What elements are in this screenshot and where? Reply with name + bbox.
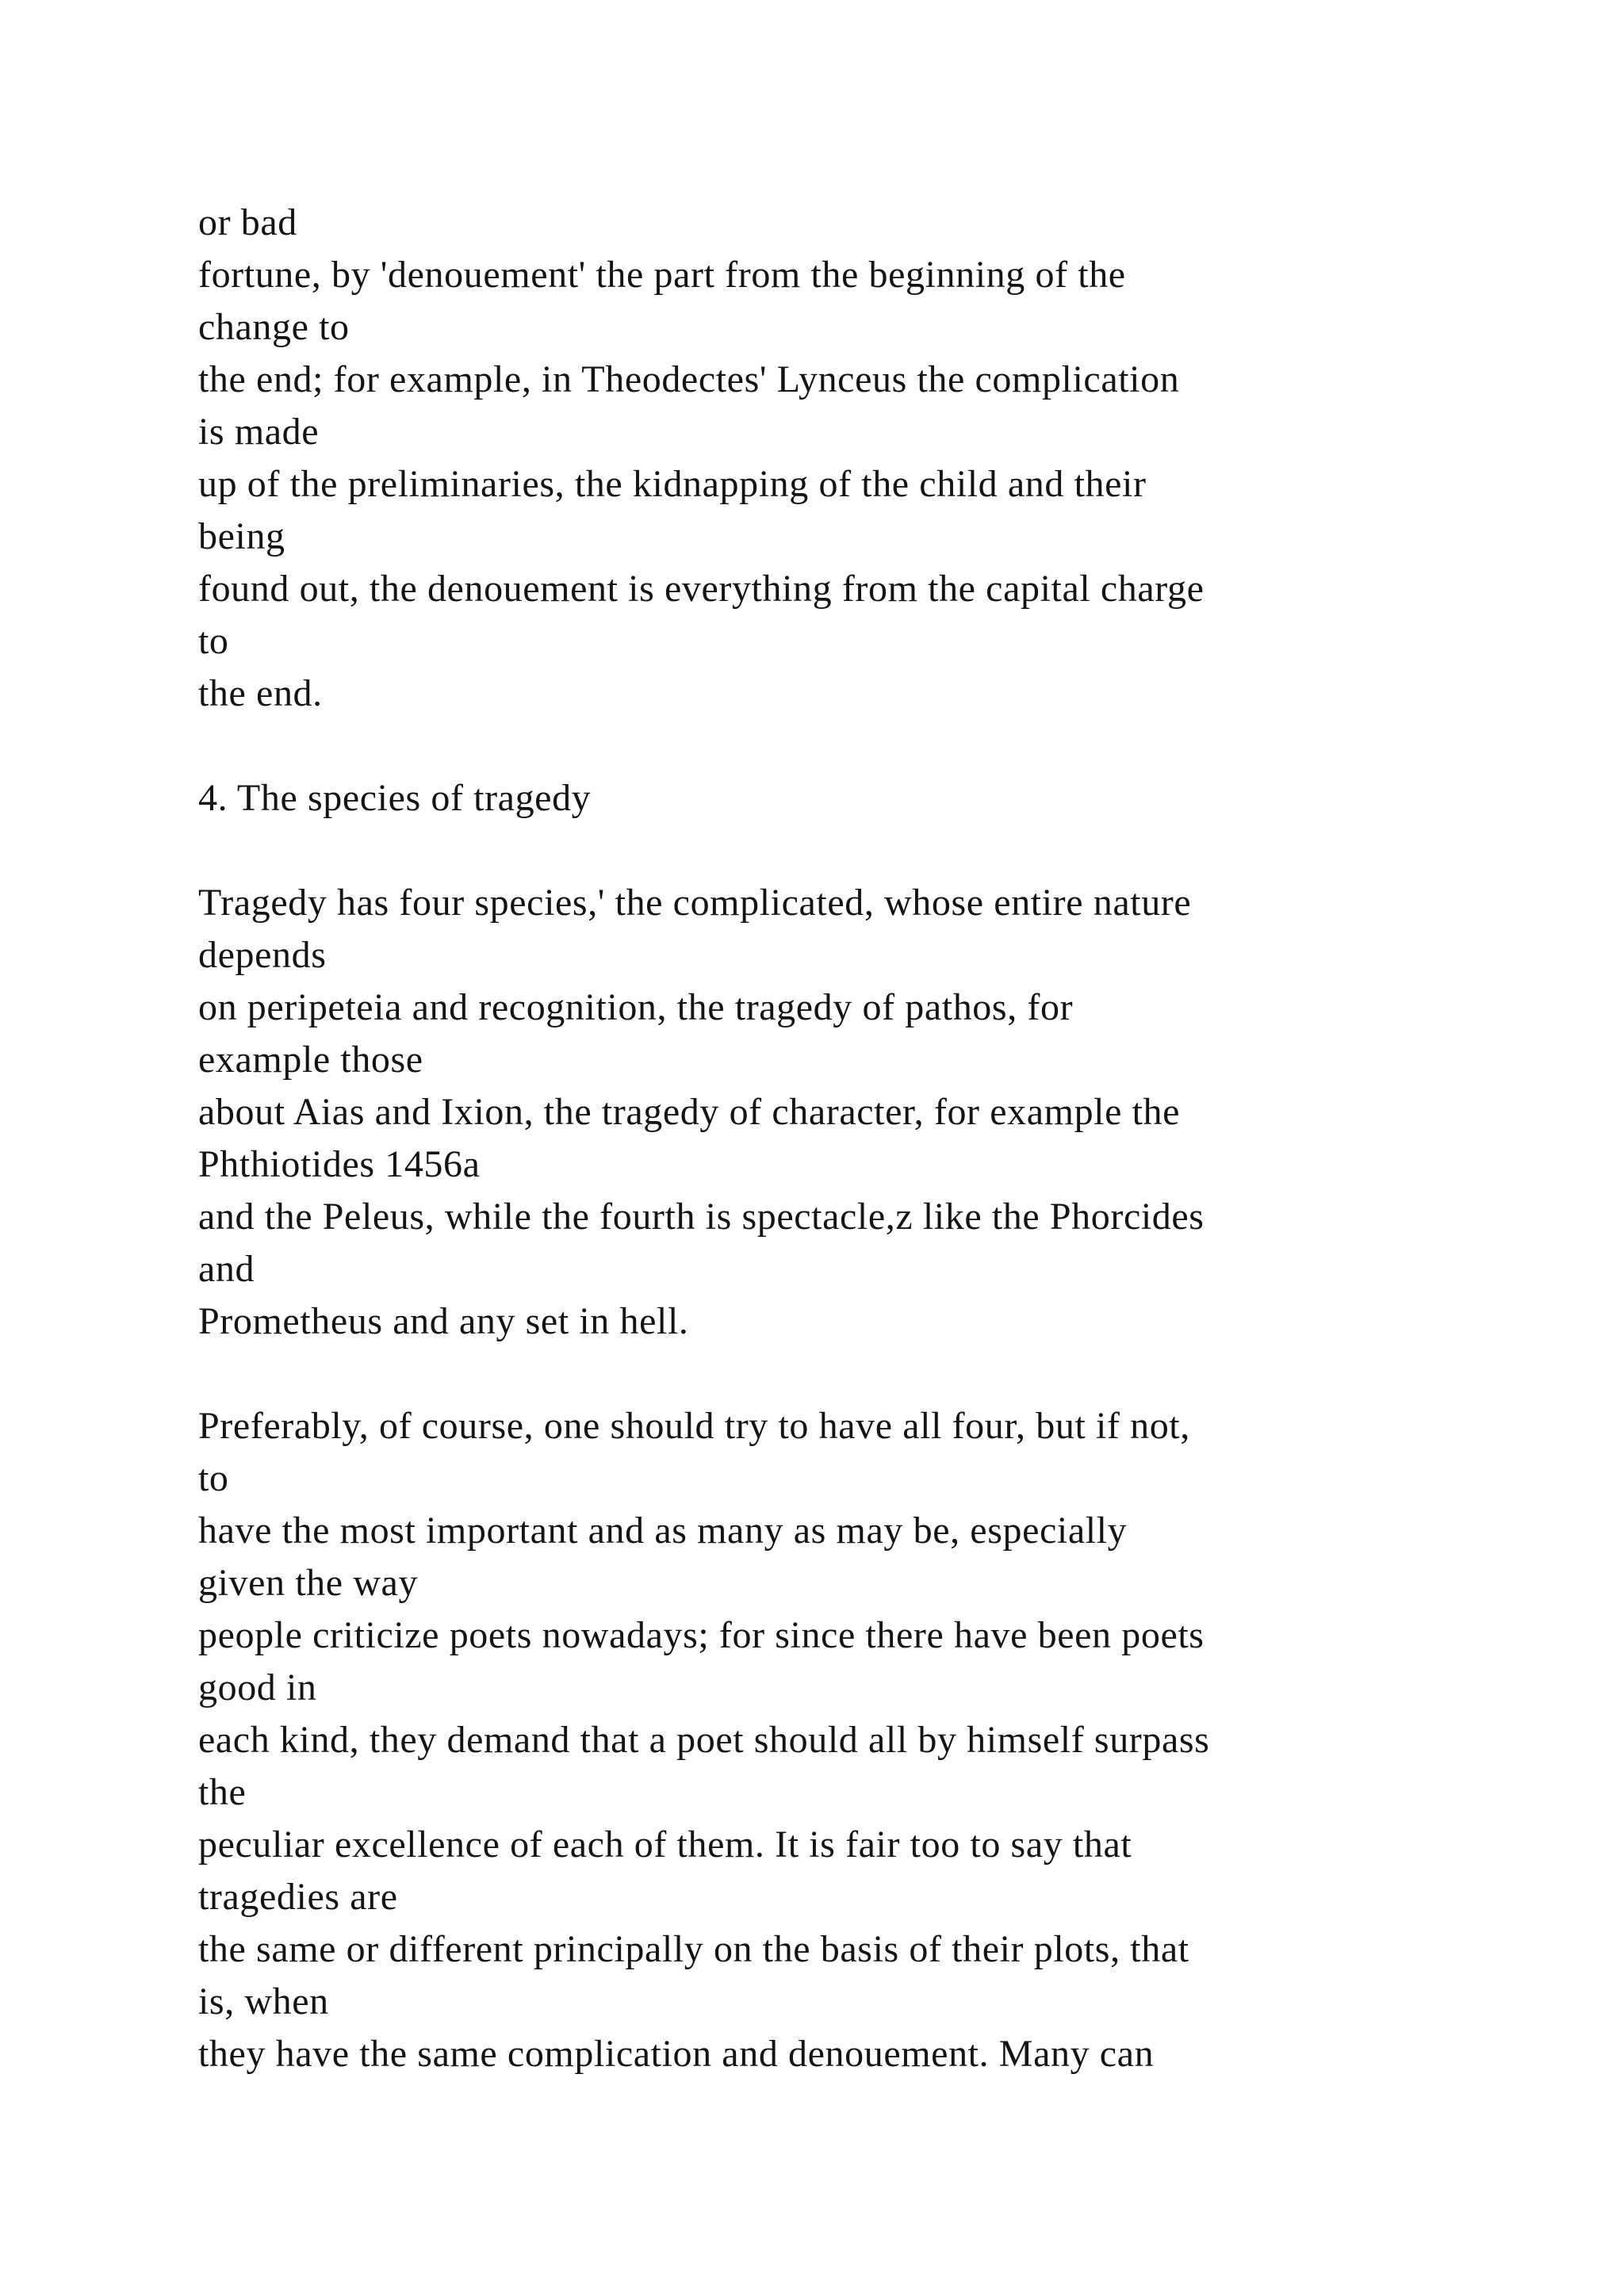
text-line: is made xyxy=(198,411,320,453)
section-heading xyxy=(198,772,1546,825)
text-line: Phthiotides 1456a xyxy=(198,1143,481,1185)
text-line: fortune, by 'denouement' the part from the beginning of the xyxy=(198,254,1126,296)
text-line: and the Peleus, while the fourth is spectacle,z like the Phorcides xyxy=(198,1196,1205,1238)
text-line: and xyxy=(198,1248,255,1290)
text-line: each kind, they demand that a poet should all by himself surpass xyxy=(198,1719,1210,1761)
text-line: or bad xyxy=(198,201,297,243)
text-line: Preferably, of course, one should try to have all four, but if not, xyxy=(198,1405,1190,1447)
text-line: peculiar excellence of each of them. It is fair too to say that xyxy=(198,1823,1132,1866)
text-line: is, when xyxy=(198,1980,329,2022)
text-line: change to xyxy=(198,306,350,348)
text-line: people criticize poets nowadays; for since there have been poets xyxy=(198,1614,1205,1656)
text-line: the end. xyxy=(198,672,323,714)
text-line: being xyxy=(198,515,285,557)
text-line: given the way xyxy=(198,1562,419,1604)
paragraph-denouement xyxy=(198,197,1546,720)
text-line: the end; for example, in Theodectes' Lynceus the complication xyxy=(198,358,1180,400)
paragraph-spacer xyxy=(198,1348,1546,1400)
paragraph-spacer xyxy=(198,825,1546,877)
text-line: about Aias and Ixion, the tragedy of character, for example the xyxy=(198,1091,1181,1133)
text-line: have the most important and as many as may be, especially xyxy=(198,1510,1128,1552)
paragraph-species xyxy=(198,877,1546,1348)
text-line: Tragedy has four species,' the complicated, whose entire nature xyxy=(198,882,1192,924)
text-line: on peripeteia and recognition, the tragedy of pathos, for xyxy=(198,986,1074,1028)
text-line: tragedies are xyxy=(198,1876,398,1918)
text-line: the xyxy=(198,1771,247,1813)
text-line: they have the same complication and denouement. Many can xyxy=(198,2033,1155,2075)
text-line: depends xyxy=(198,934,327,976)
text-line: the same or different principally on the basis of their plots, that xyxy=(198,1928,1189,1970)
text-line: Prometheus and any set in hell. xyxy=(198,1300,689,1342)
paragraph-preferably xyxy=(198,1400,1546,2080)
document-text xyxy=(198,197,1546,2080)
text-line: up of the preliminaries, the kidnapping of the child and their xyxy=(198,463,1147,505)
paragraph-spacer xyxy=(198,720,1546,772)
text-line: to xyxy=(198,1457,229,1499)
heading-line: 4. The species of tragedy xyxy=(198,777,592,819)
text-line: good in xyxy=(198,1667,317,1709)
text-line: to xyxy=(198,620,229,662)
text-line: example those xyxy=(198,1039,423,1081)
text-line: found out, the denouement is everything from the capital charge xyxy=(198,568,1205,610)
